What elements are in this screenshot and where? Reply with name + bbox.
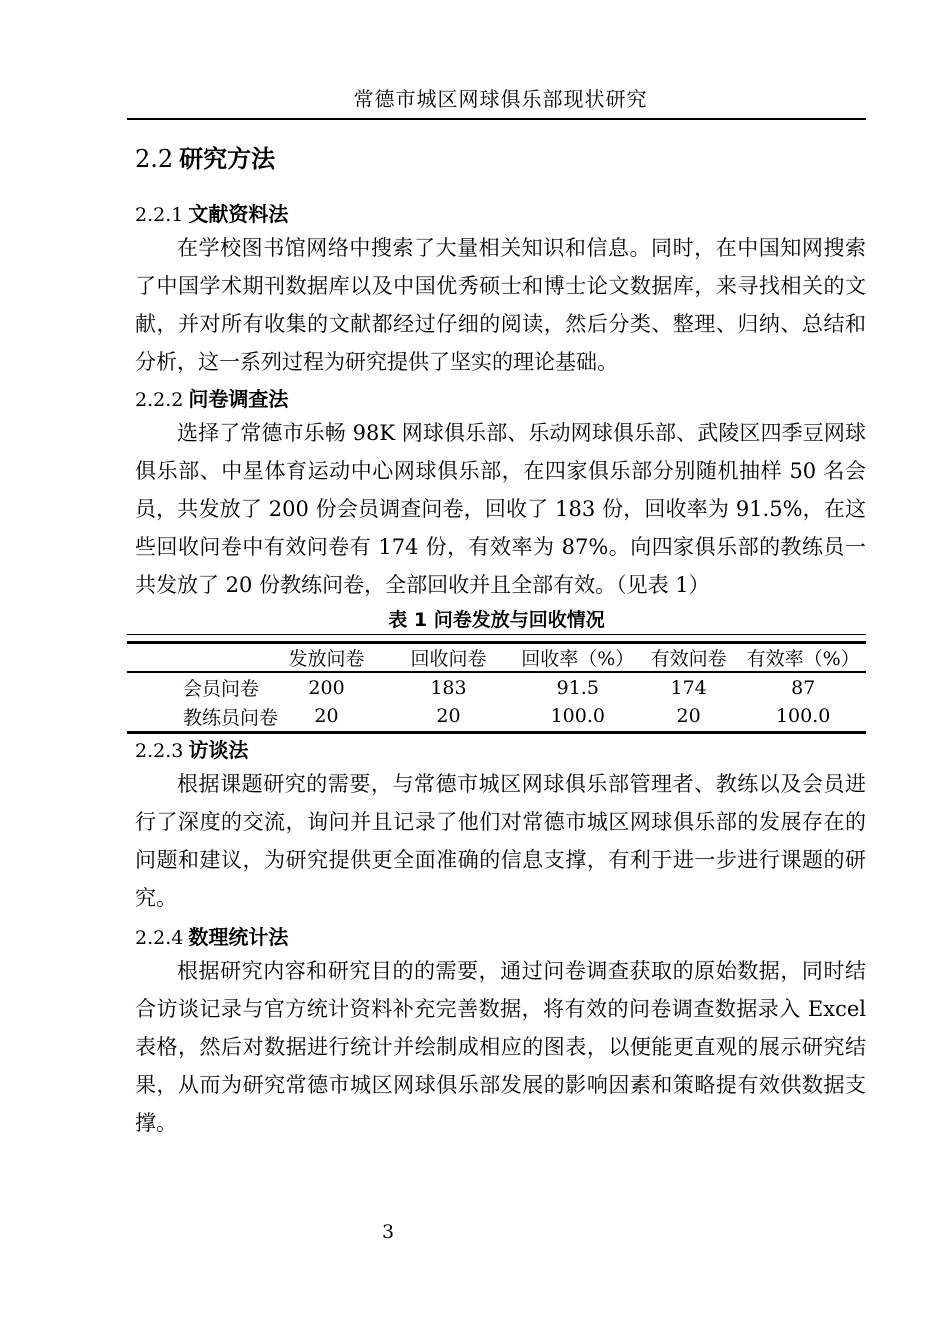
running-header-title: 常德市城区网球俱乐部现状研究 [353,87,648,111]
value-cell: 91.5 [556,676,599,699]
heading-number: 2.2.2 [135,389,184,411]
value-cell: 174 [670,676,707,699]
value-cell: 87 [791,676,816,699]
row-label-cell: 教练员问卷 [183,706,279,729]
value-cell: 100.0 [775,705,831,728]
paragraph-interview-method: 根据课题研究的需要，与常德市城区网球俱乐部管理者、教练以及会员进行了深度的交流，询问并且记录了他们对常德市城区网球俱乐部的发展存在的问题和建议，为研究提供更全面准确的信息支撑，有利于进一步进行课题的研究。 [135,771,866,910]
paragraph-literature-method: 在学校图书馆网络中搜索了大量相关知识和信息。同时，在中国知网搜索了中国学术期刊数据库以及中国优秀硕士和博士论文数据库，来寻找相关的文献，并对所有收集的文献都经过仔细的阅读，然后分类、整理、归纳、总结和分析，这一系列过程为研究提供了坚实的理论基础。 [135,236,866,374]
paragraph-questionnaire-method: 选择了常德市乐畅 98K 网球俱乐部、乐动网球俱乐部、武陵区四季豆网球俱乐部、中星体育运动中心网球俱乐部，在四家俱乐部分别随机抽样 50 名会员，共发放了 200 份会员调查问卷，回收了 183 份，回收率为 91.5%，在这些回收问卷中有效问卷有 174 份，有效率为 87%。向四家俱乐部的教练员一共发放了 20 份教练问卷，全部回收并且全部有效。（见表 1） [135,421,866,597]
value-cell: 20 [436,705,461,728]
value-cell: 20 [676,705,701,728]
heading-number: 2.2.4 [135,926,184,949]
column-header-returned: 回收问卷 [378,643,518,673]
heading-title: 问卷调查法 [188,387,289,411]
heading-number: 2.2 [135,145,174,173]
value-cell: 100.0 [550,705,605,728]
heading-title: 访谈法 [188,737,249,762]
table-caption: 表 1 问卷发放与回收情况 [388,609,605,631]
header-rule [127,118,866,120]
heading-number: 2.2.1 [135,204,184,226]
value-cell: 183 [430,676,467,699]
paragraph-statistics-method: 根据研究内容和研究目的的需要，通过问卷调查获取的原始数据，同时结合访谈记录与官方统计资料补充完善数据，将有效的问卷调查数据录入 Excel 表格，然后对数据进行统计并绘制成相应的图表，以便能更直观的展示研究结果，从而为研究常德市城区网球俱乐部发展的影响因素和策略提有效供数据支撑。 [135,958,866,1135]
subsection-heading-2-2-4 [135,923,866,952]
value-cell: 200 [308,676,345,699]
table-header-row [127,643,866,673]
column-header-return-rate: 回收率（%） [519,643,637,673]
subsection-heading-2-2-2 [135,385,866,414]
column-header-valid: 有效问卷 [637,643,740,673]
table-row-coaches [127,702,866,732]
subsection-heading-2-2-1 [135,200,866,229]
table-top-rule [127,634,866,734]
value-cell: 20 [314,705,339,728]
row-label-cell: 会员问卷 [183,678,260,700]
table-row-members [127,672,866,702]
column-header-issued: 发放问卷 [275,643,378,673]
heading-title: 数理统计法 [188,924,289,949]
heading-title: 文献资料法 [188,202,289,226]
heading-number: 2.2.3 [135,739,184,762]
column-header-valid-rate: 有效率（%） [740,643,866,673]
section-heading-2-2 [135,142,866,176]
column-header-blank [127,643,275,673]
subsection-heading-2-2-3 [135,736,866,765]
page-number: 3 [382,1221,395,1243]
heading-title: 研究方法 [179,145,276,173]
questionnaire-table [127,641,866,734]
